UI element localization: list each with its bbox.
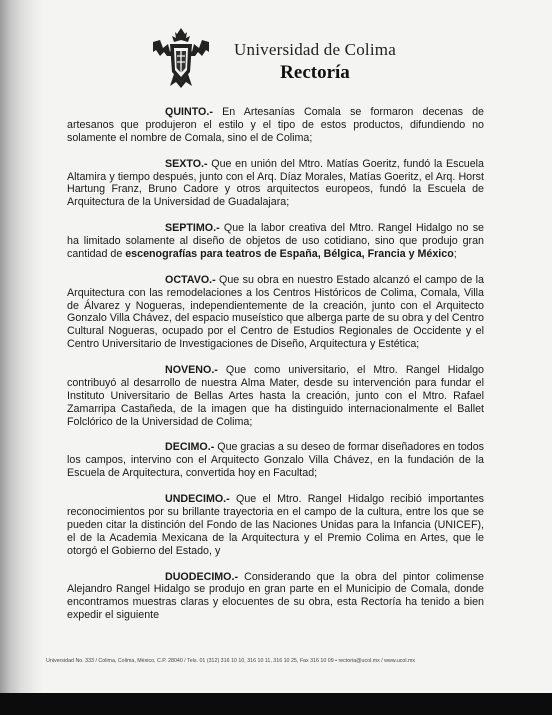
paragraph-keyword: OCTAVO.- bbox=[165, 273, 216, 286]
paragraph-keyword: QUINTO.- bbox=[165, 106, 213, 118]
paragraph-text: Que el Mtro. Rangel Hidalgo recibió importantes reconocimientos por su brillante trayectoria en el campo de la cultura, entre los que se pueden citar la distinción del Fondo de las Naciones Unidas para la Infancia (UNICEF), el de la Academia Mexicana de la Arquitectura y el Premio Colima en Artes, que le otorgó el Gobierno del Estado, y bbox=[67, 493, 484, 557]
paragraph-text: Que gracias a su deseo de formar diseñadores en todos los campos, intervino con el Arquitecto Gonzalo Villa Chávez, en la fundación de la Escuela de Arquitectura, convertida hoy en Facultad; bbox=[67, 441, 485, 480]
paragraph-keyword: SEPTIMO.- bbox=[165, 222, 220, 235]
paragraph-emphasis: escenografías para teatros de España, Bélgica, Francia y México bbox=[125, 247, 454, 260]
paragraph-keyword: DUODECIMO.- bbox=[165, 570, 239, 583]
paragraph bbox=[67, 106, 484, 145]
footer-contact: Universidad No. 333 / Colima, Colima, México, C.P. 28040 / Tels. 01 (312) 316 10 10, 316 10 11, 316 10 25, Fax 316 10 09 • rectoria@ucol.mx / www.ucol.mx bbox=[46, 658, 416, 664]
university-eagle-seal-icon bbox=[150, 26, 212, 90]
scan-edge-shadow bbox=[0, 0, 44, 715]
bottom-scan-bar bbox=[0, 693, 552, 715]
paragraph-keyword: NOVENO.- bbox=[165, 364, 218, 377]
paragraph bbox=[67, 493, 484, 558]
paragraph bbox=[67, 158, 484, 210]
university-name: Universidad de Colima bbox=[234, 40, 396, 59]
document-body bbox=[67, 106, 484, 635]
paragraph-text: Que como universitario, el Mtro. Rangel Hidalgo contribuyó al desarrollo de nuestra Alma Mater, desde su intervención para fundar el Instituto Universitario de Bellas Artes hasta la creación, junto con el Mtro. Rafael Zamarripa Castañeda, de la imagen que ha distinguido internacionalmente el Ballet Folclórico de la Universidad de Colima; bbox=[67, 364, 484, 428]
office-name: Rectoría bbox=[280, 62, 350, 83]
paragraph-keyword: SEXTO.- bbox=[165, 157, 208, 170]
paragraph bbox=[67, 222, 484, 261]
paragraph-text: ; bbox=[453, 247, 457, 260]
paragraph-text: Que su obra en nuestro Estado alcanzó el campo de la Arquitectura con las remodelaciones a los Centros Históricos de Colima, Comala, Villa de Álvarez y Nogueras, independientemente de la creación, junto con el Arquitecto Gonzalo Villa Chávez, del espacio museístico que alberga parte de su obra y del Centro Cultural Nogueras, ocupado por el Centro de Estudios Regionales de Occidente y el Centro Universitario de Investigaciones de Diseño, Arquitectura y Estética; bbox=[67, 273, 484, 351]
paragraph-text: Que en unión del Mtro. Matías Goeritz, fundó la Escuela Altamira y tiempo después, junto con el Arq. Díaz Morales, Matías Goeritz, el Arq. Horst Hartung Franz, Bruno Cadore y otros arquitectos europeos, fundó la Escuela de Arquitectura de la Universidad de Guadalajara; bbox=[67, 157, 484, 209]
paragraph bbox=[67, 441, 484, 480]
paragraph-text: Que la labor creativa del Mtro. Rangel Hidalgo no se ha limitado solamente al diseño de objetos de uso cotidiano, sino que produjo gran cantidad de bbox=[67, 222, 484, 260]
paragraph-keyword: UNDECIMO.- bbox=[165, 493, 230, 506]
paragraph-keyword: DECIMO.- bbox=[165, 441, 215, 454]
paragraph bbox=[67, 274, 484, 351]
paragraph-text: En Artesanías Comala se formaron decenas de artesanos que produjeron el estilo y el tipo de estos productos, difundiendo no solamente el nombre de Comala, sino el de Colima; bbox=[67, 106, 484, 144]
paragraph bbox=[67, 571, 484, 623]
paragraph-text: Considerando que la obra del pintor colimense Alejandro Rangel Hidalgo se produjo en gran parte en el Municipio de Comala, donde encontramos muestras claras y elocuentes de su obra, esta Rectoría ha tenido a bien expedir el siguiente bbox=[67, 570, 484, 622]
paragraph bbox=[67, 364, 484, 429]
